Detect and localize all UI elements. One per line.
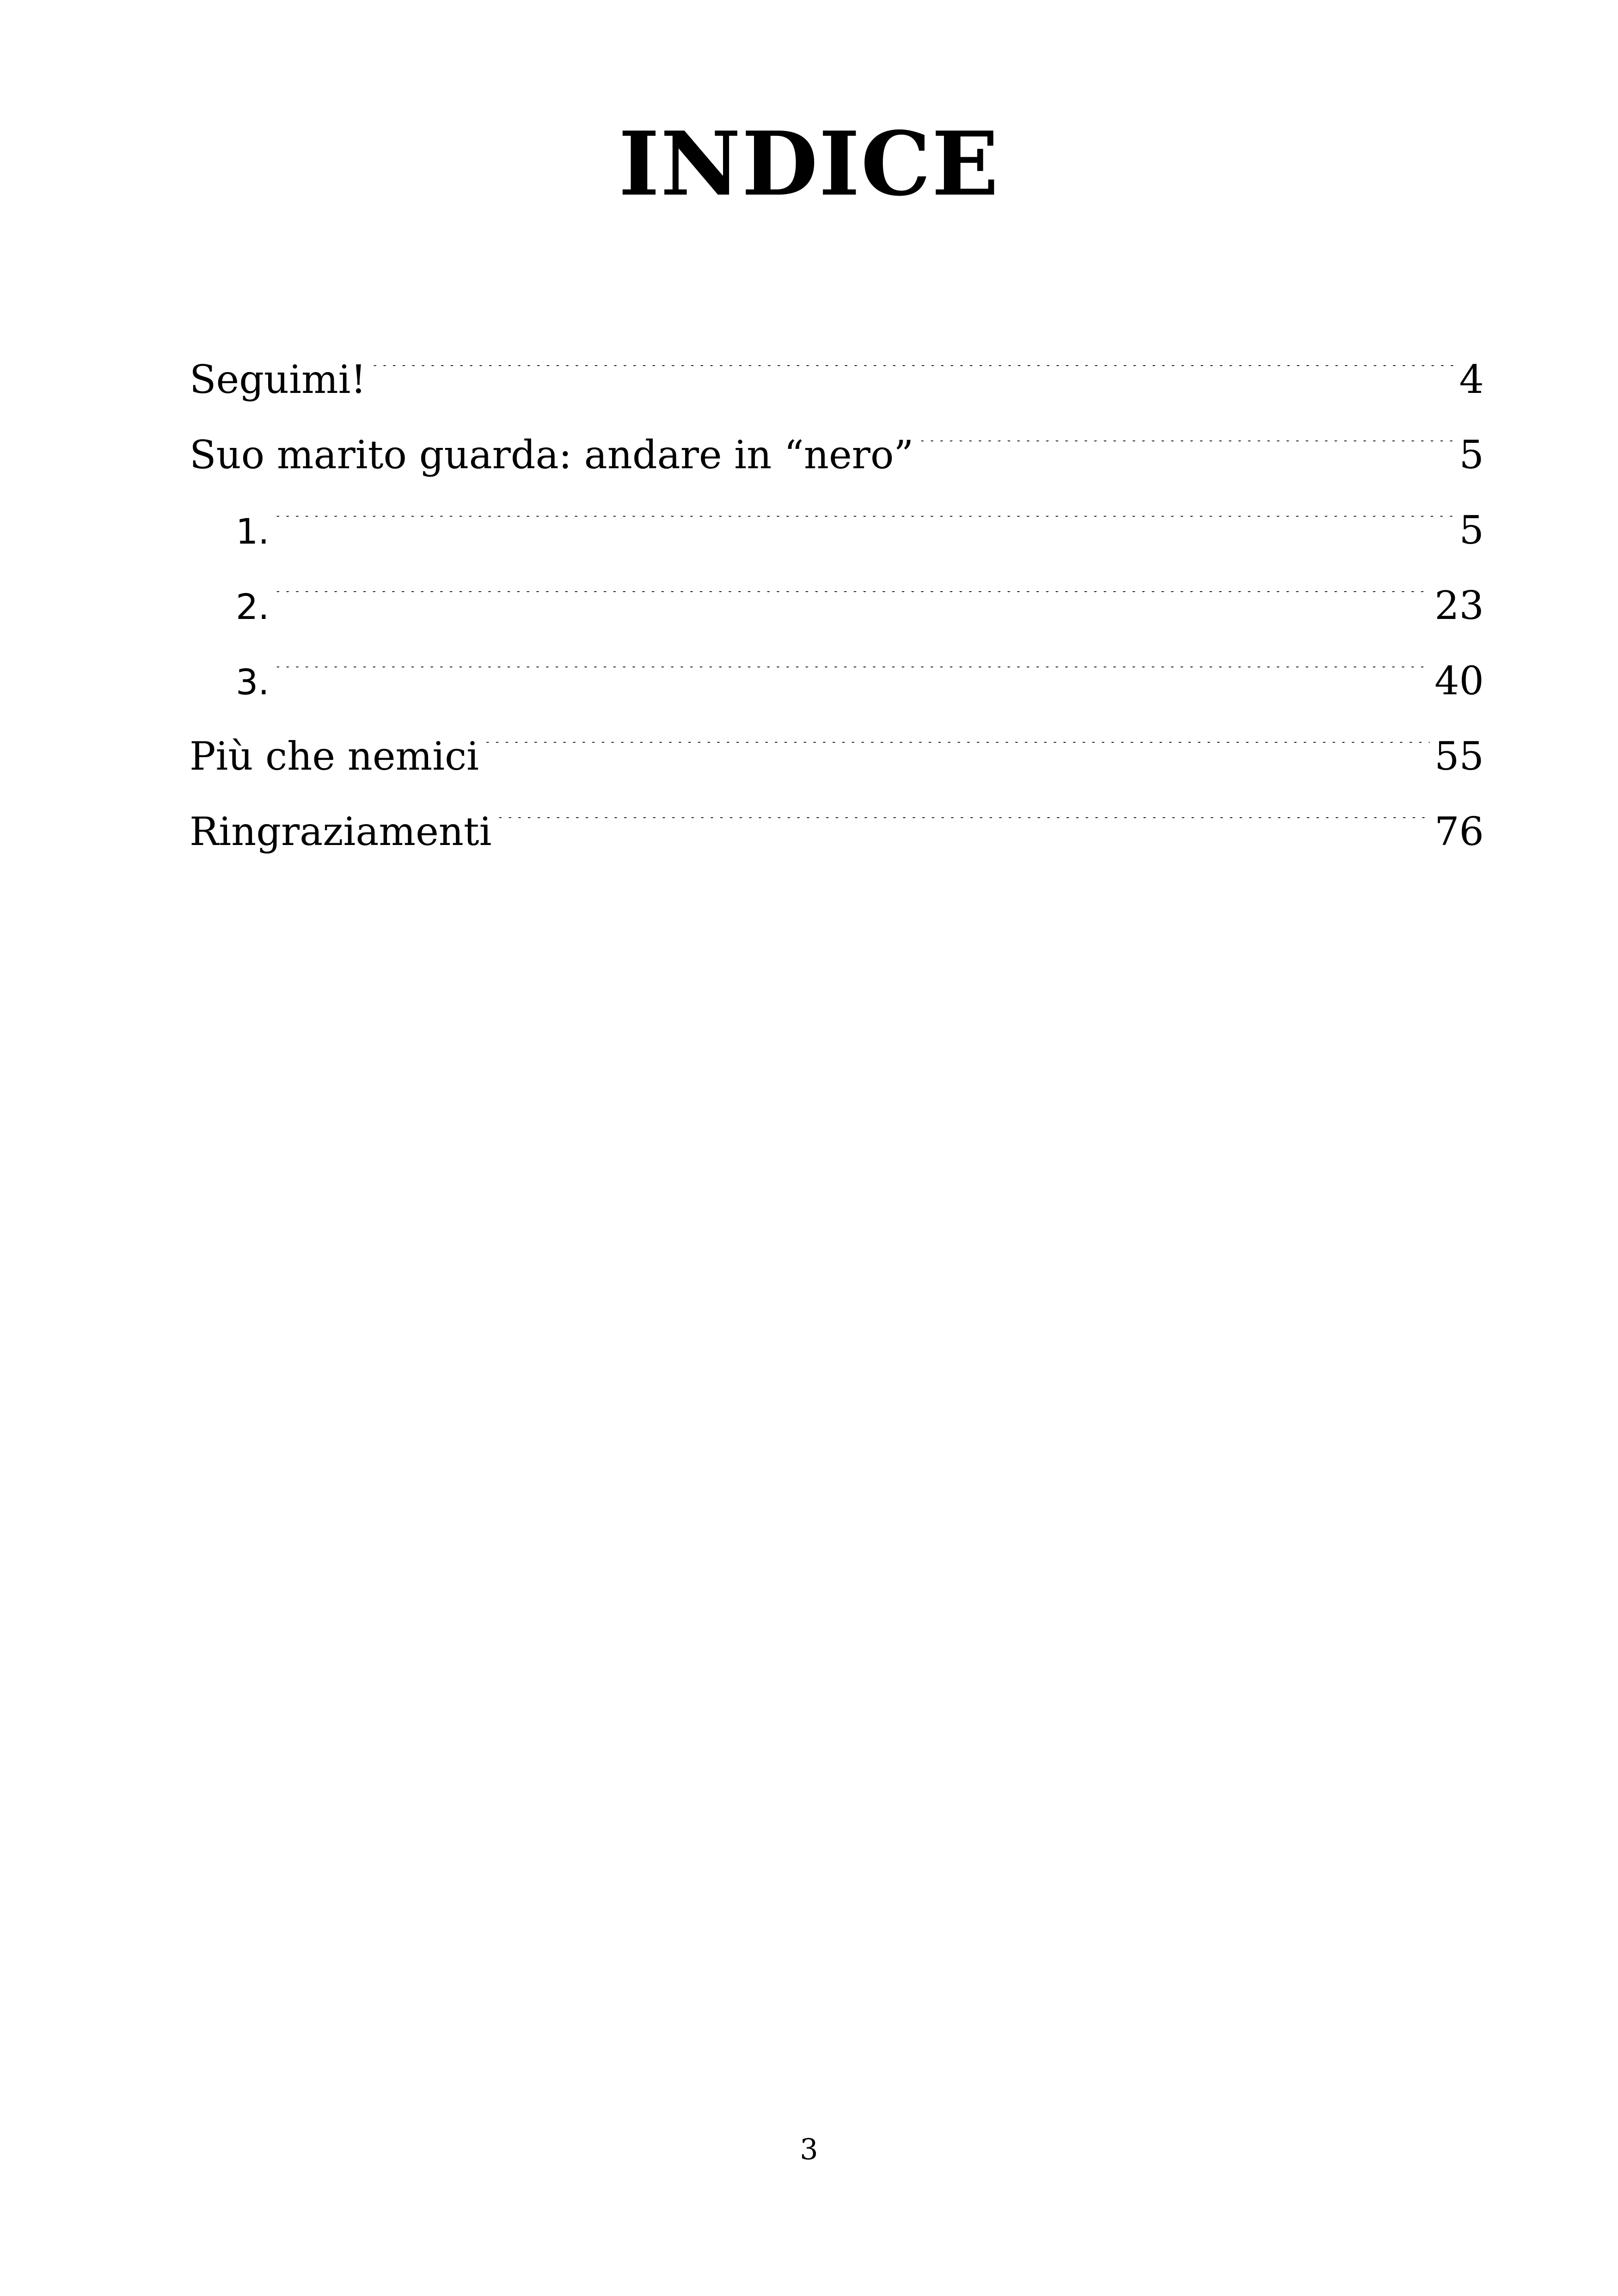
toc-leader-dots: [371, 365, 1454, 393]
toc-entry-label: 2.: [236, 586, 270, 627]
toc-entry-page: 4: [1459, 357, 1484, 402]
page-number: 3: [800, 2132, 818, 2166]
toc-entry-label: 3.: [236, 661, 270, 703]
toc-entry-page: 76: [1434, 809, 1484, 854]
toc-leader-dots: [274, 591, 1430, 619]
toc-entry-page: 5: [1459, 432, 1484, 478]
toc-entry-piu-che-nemici[interactable]: [190, 719, 1484, 794]
toc-entry-label: Più che nemici: [190, 734, 479, 779]
toc-entry-page: 23: [1434, 583, 1484, 628]
toc-leader-dots: [274, 667, 1430, 694]
table-of-contents: [190, 342, 1484, 869]
toc-entry-seguimi[interactable]: [190, 342, 1484, 417]
toc-entry-page: 40: [1434, 658, 1484, 704]
toc-subentry-1[interactable]: [190, 493, 1484, 568]
toc-entry-ringraziamenti[interactable]: [190, 794, 1484, 869]
toc-entry-label: Ringraziamenti: [190, 809, 492, 854]
toc-subentry-3[interactable]: [190, 643, 1484, 719]
toc-leader-dots: [274, 516, 1455, 544]
toc-entry-page: 5: [1459, 508, 1484, 553]
toc-leader-dots: [918, 441, 1454, 468]
toc-subentry-2[interactable]: [190, 568, 1484, 643]
toc-leader-dots: [496, 817, 1430, 845]
toc-entry-label: 1.: [236, 511, 270, 552]
toc-entry-suo-marito[interactable]: [190, 417, 1484, 493]
toc-leader-dots: [484, 742, 1430, 770]
page-title: INDICE: [618, 112, 1000, 215]
toc-entry-label: Seguimi!: [190, 357, 367, 402]
toc-entry-page: 55: [1434, 734, 1484, 779]
toc-entry-label: Suo marito guarda: andare in “nero”: [190, 432, 914, 478]
